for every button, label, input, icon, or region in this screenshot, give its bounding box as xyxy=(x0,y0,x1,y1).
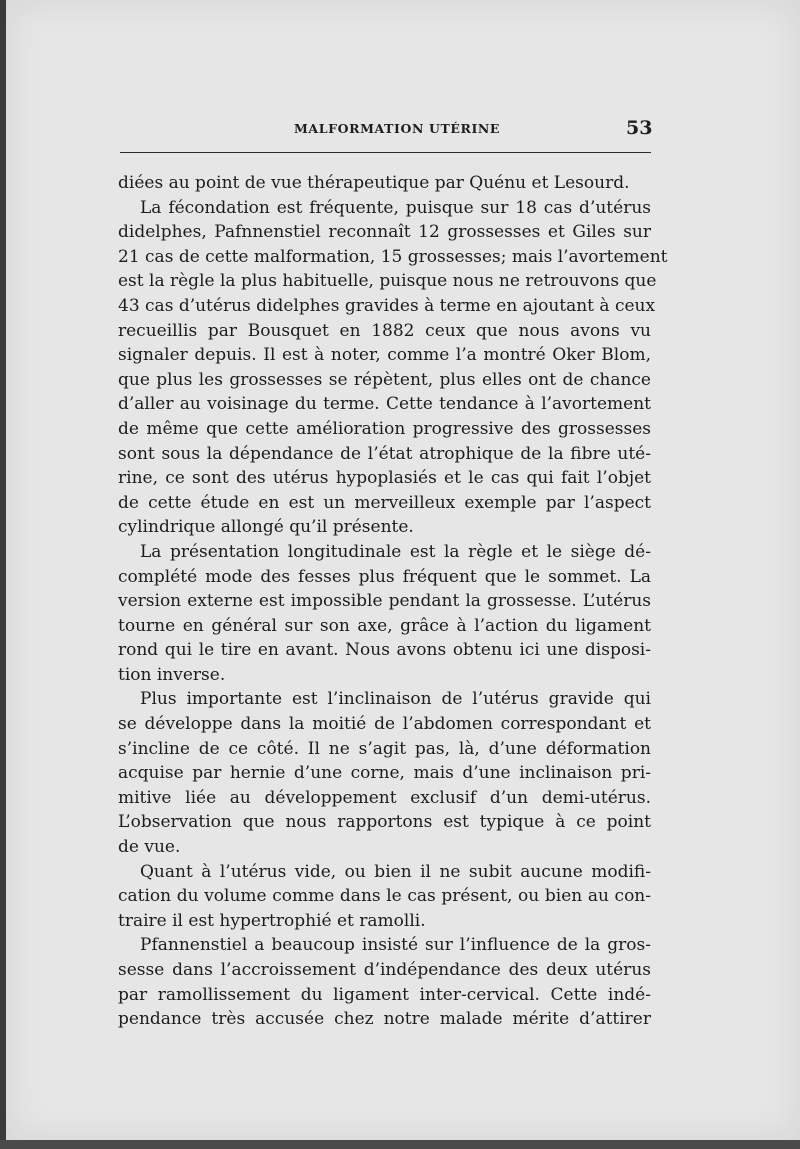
text-line: tion inverse. xyxy=(118,664,226,685)
text-line: didelphes, Pafnnenstiel reconnaît 12 grossesses et Giles sur xyxy=(118,222,651,243)
text-line: acquise par hernie d’une corne, mais d’une inclinaison pri- xyxy=(118,763,651,784)
body-text xyxy=(118,171,668,1032)
text-line: par ramollissement du ligament inter-cervical. Cette indé- xyxy=(118,984,651,1005)
header-rule xyxy=(120,152,651,153)
text-line: recueillis par Bousquet en 1882 ceux que nous avons vu xyxy=(118,320,651,341)
text-line: rine, ce sont des utérus hypoplasiés et le cas qui fait l’objet xyxy=(118,468,651,489)
text-line: sesse dans l’accroissement d’indépendance des deux utérus xyxy=(118,960,651,980)
text-line: complété mode des fesses plus fréquent que le sommet. La xyxy=(118,566,651,587)
text-line: traire il est hypertrophié et ramolli. xyxy=(118,910,426,931)
text-line: pendance très accusée chez notre malade mérite d’attirer xyxy=(118,1009,651,1030)
text-line: version externe est impossible pendant la grossesse. L’utérus xyxy=(118,591,651,612)
text-line: est la règle la plus habituelle, puisque nous ne retrouvons que xyxy=(118,271,657,292)
text-line: de vue. xyxy=(118,837,181,858)
text-line: diées au point de vue thérapeutique par Quénu et Lesourd. xyxy=(118,173,630,193)
text-line: Plus importante est l’inclinaison de l’utérus gravide qui xyxy=(140,689,651,710)
text-line: La présentation longitudinale est la règle et le siège dé- xyxy=(140,541,651,562)
text-line: Pfannenstiel a beaucoup insisté sur l’influence de la gros- xyxy=(140,935,651,956)
page-edge xyxy=(0,1140,800,1149)
running-title: MALFORMATION UTÉRINE xyxy=(294,121,501,136)
text-line: cation du volume comme dans le cas présent, ou bien au con- xyxy=(118,886,651,907)
text-line: L’observation que nous rapportons est typique à ce point xyxy=(118,812,651,833)
text-line: mitive liée au développement exclusif d’un demi-utérus. xyxy=(118,787,651,808)
text-line: signaler depuis. Il est à noter, comme l’a montré Oker Blom, xyxy=(118,345,651,366)
text-line: se développe dans la moitié de l’abdomen correspondant et xyxy=(118,714,651,735)
text-line: cylindrique allongé qu’il présente. xyxy=(118,517,414,538)
running-head xyxy=(0,117,800,141)
page-number: 53 xyxy=(626,117,653,139)
text-line: 43 cas d’utérus didelphes gravides à terme en ajoutant à ceux xyxy=(118,295,656,316)
text-line: s’incline de ce côté. Il ne s’agit pas, là, d’une déformation xyxy=(118,738,651,759)
text-line: tourne en général sur son axe, grâce à l’action du ligament xyxy=(118,615,651,636)
text-line: d’aller au voisinage du terme. Cette tendance à l’avortement xyxy=(118,394,651,415)
text-line: de cette étude en est un merveilleux exemple par l’aspect xyxy=(118,492,651,513)
text-line: que plus les grossesses se répètent, plus elles ont de chance xyxy=(118,369,651,390)
text-line: rond qui le tire en avant. Nous avons obtenu ici une disposi- xyxy=(118,640,651,661)
text-line: sont sous la dépendance de l’état atrophique de la fibre uté- xyxy=(118,443,651,464)
text-line: La fécondation est fréquente, puisque sur 18 cas d’utérus xyxy=(140,197,651,218)
text-line: Quant à l’utérus vide, ou bien il ne subit aucune modifi- xyxy=(140,861,651,882)
text-line: de même que cette amélioration progressive des grossesses xyxy=(118,418,651,439)
text-line: 21 cas de cette malformation, 15 grossesses; mais l’avortement xyxy=(118,246,668,267)
